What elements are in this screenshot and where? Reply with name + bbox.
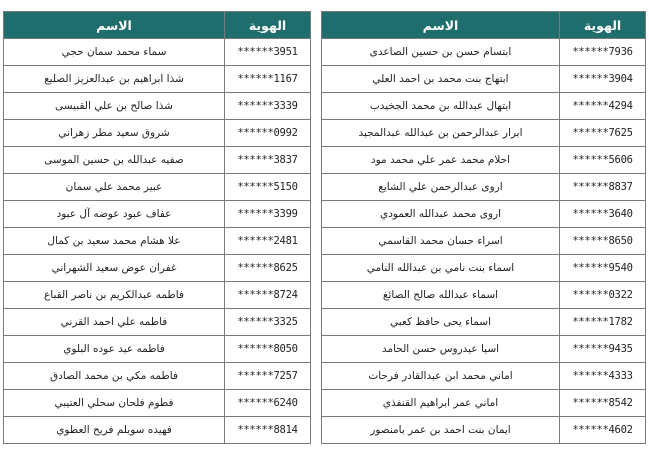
name-cell: فاطمه مكي بن محمد الصادق <box>4 363 225 390</box>
id-cell: ******3640 <box>560 201 646 228</box>
id-header: الهوية <box>560 12 646 39</box>
name-cell: شذا صالح بن علي القبيسى <box>4 93 225 120</box>
id-cell: ******8837 <box>560 174 646 201</box>
id-cell: ******7257 <box>225 363 311 390</box>
table-row <box>322 336 646 363</box>
name-cell: اسراء حسان محمد القاسمي <box>322 228 560 255</box>
id-cell: ******7625 <box>560 120 646 147</box>
name-cell: احلام محمد عمر علي محمد مود <box>322 147 560 174</box>
name-cell: فطوم فلحان سحلي العتيبي <box>4 390 225 417</box>
name-cell: ابتهال عبدالله بن محمد الجخيدب <box>322 93 560 120</box>
name-cell: غفران عوض سعيد الشهراني <box>4 255 225 282</box>
name-cell: اماني محمد ابن عبدالقادر فرحات <box>322 363 560 390</box>
id-cell: ******8625 <box>225 255 311 282</box>
id-cell: ******8814 <box>225 417 311 444</box>
header-row <box>322 12 646 39</box>
table-row <box>4 201 311 228</box>
table-row <box>322 120 646 147</box>
id-cell: ******5150 <box>225 174 311 201</box>
right-table-body <box>322 39 646 444</box>
table-row <box>4 93 311 120</box>
table-row <box>322 147 646 174</box>
id-cell: ******0322 <box>560 282 646 309</box>
id-cell: ******6240 <box>225 390 311 417</box>
name-header: الاسم <box>322 12 560 39</box>
id-cell: ******3325 <box>225 309 311 336</box>
name-cell: اسماء عبدالله صالح الصائغ <box>322 282 560 309</box>
name-header: الاسم <box>4 12 225 39</box>
table-row <box>4 282 311 309</box>
id-cell: ******1782 <box>560 309 646 336</box>
table-row <box>4 174 311 201</box>
id-cell: ******5606 <box>560 147 646 174</box>
right-table <box>321 11 646 444</box>
name-cell: ابتهاج بنت محمد بن احمد العلي <box>322 66 560 93</box>
table-row <box>322 228 646 255</box>
name-cell: عفاف عبود عوضه آل عبود <box>4 201 225 228</box>
id-cell: ******1167 <box>225 66 311 93</box>
id-cell: ******3904 <box>560 66 646 93</box>
id-cell: ******7936 <box>560 39 646 66</box>
id-cell: ******8650 <box>560 228 646 255</box>
table-row <box>322 363 646 390</box>
table-row <box>4 309 311 336</box>
name-cell: ابتسام حسن بن حسين الصاعدى <box>322 39 560 66</box>
id-cell: ******8050 <box>225 336 311 363</box>
table-row <box>4 417 311 444</box>
id-cell: ******3951 <box>225 39 311 66</box>
name-cell: اماني عمر ابراهيم القنفذي <box>322 390 560 417</box>
id-cell: ******3399 <box>225 201 311 228</box>
name-cell: ايمان بنت احمد بن عمر بامنصور <box>322 417 560 444</box>
name-cell: ابرار عبدالرحمن بن عبدالله عبدالمجيد <box>322 120 560 147</box>
name-cell: فهيده سويلم فريح العطوي <box>4 417 225 444</box>
name-cell: فاطمه عيد عوده البلوي <box>4 336 225 363</box>
id-cell: ******8542 <box>560 390 646 417</box>
name-cell: علا هشام محمد سعيد بن كمال <box>4 228 225 255</box>
table-row <box>4 39 311 66</box>
name-cell: اسماء بنت نامي بن عبدالله النامي <box>322 255 560 282</box>
table-row <box>4 255 311 282</box>
name-cell: شذا ابراهيم بن عبدالعزيز الصليع <box>4 66 225 93</box>
id-cell: ******3339 <box>225 93 311 120</box>
id-cell: ******4294 <box>560 93 646 120</box>
name-cell: شروق سعيد مطر زهراني <box>4 120 225 147</box>
name-cell: اروى عبدالرحمن علي الشايع <box>322 174 560 201</box>
name-cell: اسيا عيدروس حسن الحامد <box>322 336 560 363</box>
table-row <box>322 66 646 93</box>
left-table <box>3 11 311 444</box>
left-table-body <box>4 39 311 444</box>
id-cell: ******4602 <box>560 417 646 444</box>
id-cell: ******4333 <box>560 363 646 390</box>
table-row <box>4 147 311 174</box>
name-cell: صفيه عبدالله بن حسين الموسى <box>4 147 225 174</box>
table-row <box>4 390 311 417</box>
id-cell: ******8724 <box>225 282 311 309</box>
table-row <box>4 363 311 390</box>
table-row <box>322 93 646 120</box>
table-row <box>4 228 311 255</box>
id-header: الهوية <box>225 12 311 39</box>
table-row <box>4 66 311 93</box>
id-cell: ******9540 <box>560 255 646 282</box>
table-row <box>322 255 646 282</box>
header-row <box>4 12 311 39</box>
name-cell: عبير محمد علي سمان <box>4 174 225 201</box>
table-row <box>322 390 646 417</box>
name-cell: سماء محمد سمان حجي <box>4 39 225 66</box>
name-cell: فاطمه عبدالكريم بن ناصر القباع <box>4 282 225 309</box>
id-cell: ******0992 <box>225 120 311 147</box>
name-cell: اسماء يحى حافظ كعبي <box>322 309 560 336</box>
name-cell: فاطمه علي احمد القرني <box>4 309 225 336</box>
table-row <box>4 336 311 363</box>
table-row <box>4 120 311 147</box>
table-row <box>322 282 646 309</box>
table-row <box>322 309 646 336</box>
table-row <box>322 174 646 201</box>
table-row <box>322 417 646 444</box>
table-row <box>322 39 646 66</box>
table-row <box>322 201 646 228</box>
name-cell: اروى محمد عبدالله العمودي <box>322 201 560 228</box>
id-cell: ******2481 <box>225 228 311 255</box>
id-cell: ******9435 <box>560 336 646 363</box>
id-cell: ******3837 <box>225 147 311 174</box>
